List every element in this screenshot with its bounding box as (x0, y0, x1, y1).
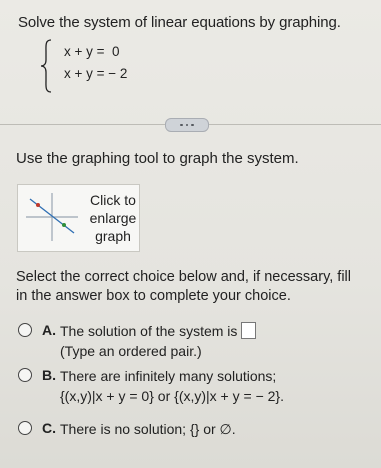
more-dot-icon (191, 124, 194, 127)
question-prompt: Solve the system of linear equations by graphing. (18, 14, 341, 31)
equation-1: x + y = 0 (64, 44, 120, 59)
equation-system (40, 38, 180, 94)
choice-a-letter: A. (42, 322, 56, 338)
radio-a[interactable] (18, 323, 32, 337)
enlarge-graph-button[interactable] (17, 184, 140, 252)
choice-instruction: Select the correct choice below and, if necessary, fill in the answer box to complete your choice. (16, 269, 352, 304)
choice-a-text: The solution of the system is (60, 322, 256, 341)
radio-c[interactable] (18, 421, 32, 435)
choice-b-text: There are infinitely many solutions; (60, 368, 277, 384)
choice-b-sets (60, 388, 284, 404)
expand-toggle-button[interactable] (165, 118, 209, 132)
left-brace (40, 38, 54, 94)
solution-set-2: {(x,y)|x + y = − 2}. (174, 388, 284, 404)
graph-thumbnail-icon (26, 193, 78, 241)
enlarge-graph-label: Click to enlarge graph (89, 192, 137, 244)
instruction-text: Use the graphing tool to graph the system. (16, 150, 299, 167)
answer-input-box[interactable] (241, 322, 256, 339)
solution-set-1: {(x,y)|x + y = 0} (60, 388, 154, 404)
more-dot-icon (180, 124, 183, 127)
choice-a-hint: (Type an ordered pair.) (60, 343, 202, 359)
radio-b[interactable] (18, 368, 32, 382)
choice-c-letter: C. (42, 420, 56, 436)
more-dot-icon (186, 124, 189, 127)
choice-b-letter: B. (42, 367, 56, 383)
or-text: or (157, 388, 171, 404)
equation-2: x + y = − 2 (64, 66, 128, 81)
choice-c-text: There is no solution; {} or ∅. (60, 421, 236, 437)
